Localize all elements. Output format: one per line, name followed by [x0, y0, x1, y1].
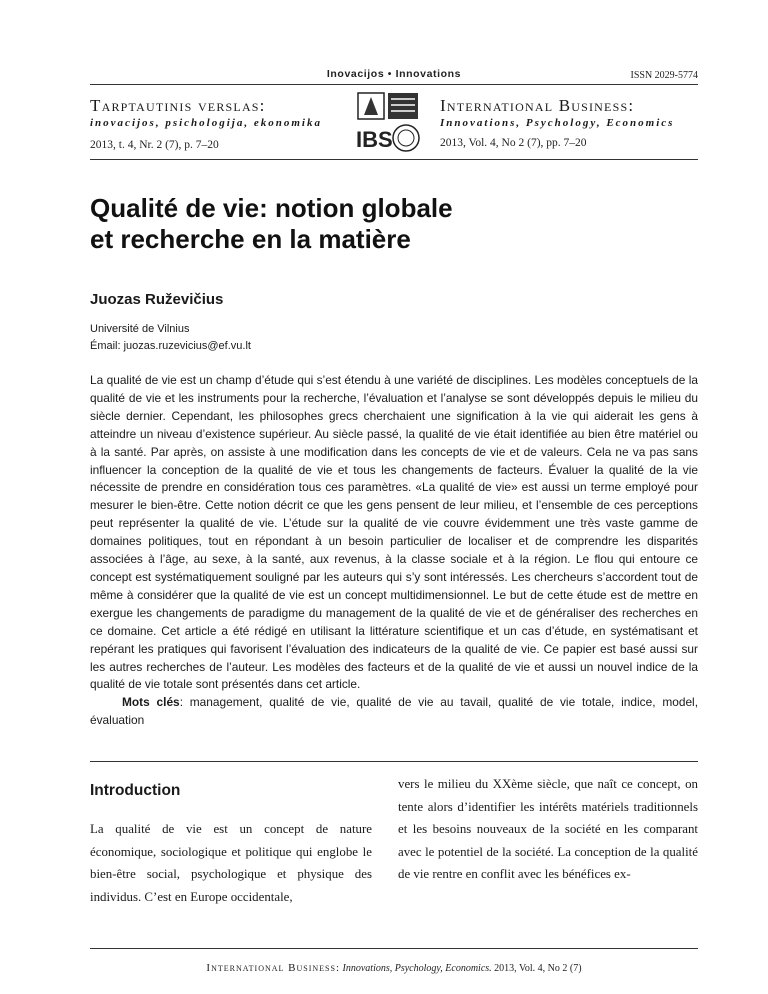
left-issue-info: 2013, t. 4, Nr. 2 (7), p. 7–20: [90, 139, 219, 151]
footer-rule: [90, 948, 698, 949]
right-issue-info: 2013, Vol. 4, No 2 (7), pp. 7–20: [440, 137, 587, 149]
header-rule-top: [90, 84, 698, 85]
keywords-label: Mots clés: [122, 695, 180, 710]
title-line-1: Qualité de vie: notion globale: [90, 193, 453, 223]
issn: ISSN 2029-5774: [630, 70, 698, 81]
left-journal-title: Tarptautinis verslas:: [90, 96, 266, 115]
author-name: Juozas Ruževičius: [90, 291, 224, 308]
header-rule-bottom: [90, 159, 698, 160]
affiliation-university: Université de Vilnius: [90, 323, 190, 335]
abstract-rule: [90, 761, 698, 762]
abstract: [90, 372, 698, 730]
intro-column-right: vers le milieu du XXème siècle, que naît ce concept, on tente alors d’identifier les intérêts matériels traditionnels et les besoins nouveaux de la société en les comparant avec le potentiel de la société. La conception de la qualité de vie rentre en conflit avec les bénéfices ex-: [398, 777, 698, 881]
author-email: Émail: juozas.ruzevicius@ef.vu.lt: [90, 340, 251, 352]
page-footer: [90, 962, 698, 974]
footer-issue: 2013, Vol. 4, No 2 (7): [494, 963, 582, 974]
right-journal-subtitle: Innovations, Psychology, Economics: [440, 117, 675, 129]
left-journal-subtitle: inovacijos, psichologija, ekonomika: [90, 117, 322, 129]
logo-text: IBS: [356, 127, 393, 152]
title-line-2: et recherche en la matière: [90, 224, 411, 254]
intro-column-left: La qualité de vie est un concept de nature économique, sociologique et politique qui englobe le bien-être social, psychologique et physique des individus. C’est en Europe occidentale,: [90, 822, 372, 904]
footer-subtitle: Innovations, Psychology, Economics.: [342, 963, 492, 974]
article-title: [90, 193, 698, 255]
affiliation: [90, 321, 251, 355]
abstract-text: La qualité de vie est un champ d’étude qui s’est étendu à une variété de disciplines. Les modèles conceptuels de la qualité de vie et les instruments pour la recherche, l’évaluation et l’analyse se sont développés depuis le milieu du siècle dernier. Cependant, les philosophes grecs cherchaient une signification à la vie qui aiderait les gens à atteindre un niveau d’existence supérieur. Au siècle passé, la qualité de vie était identifiée au bien être matériel ou à la santé. Par après, on assiste à une modification dans les concepts de vie et de valeurs. Cela ne va pas sans influencer la conception de la qualité de vie et tous les changements de facteurs. Évaluer la qualité de la vie nécessite de prendre en considération tous ces paramètres. «La qualité de vie» est aussi un terme employé pour mesurer le bien-être. Cette notion décrit ce que les gens pensent de leur milieu, et l’ensemble de ces perceptions peut représenter la qualité de vie. L’étude sur la qualité de vie couvre évidemment une très vaste gamme de domaines politiques, tout en répondant à un besoin particulier de localiser et de comprendre les disparités associées à l’âge, au sexe, à la santé, aux revenus, à la classe sociale et à la région. Le flou qui entoure ce concept est systématiquement souligné par les auteurs qui s’y sont intéressés. Les chercheurs s’accordent tout de même à considérer que la qualité de vie est un concept multidimensionnel. Le but de cette étude est de mettre en exergue les changements de paradigme du management de la qualité de vie et de généraliser des recherches en ce domaine. Cet article a été rédigé en utilisant la littérature scientifique et un cas d’étude, en systématisant et repérant les pratiques qui favorisent l’évaluation des indicateurs de la qualité de vie. Ce papier est basé aussi sur les autres recherches de l’auteur. Les modèles des facteurs et de la qualité de vie et aussi un nouvel indice de la qualité de vie totale sont présentés dans cet article.: [90, 373, 698, 692]
introduction-heading: Introduction: [90, 782, 181, 799]
right-journal-title: International Business:: [440, 96, 635, 115]
keywords-list: : management, qualité de vie, qualité de vie au tavail, qualité de vie totale, indice, model, évaluation: [90, 695, 699, 728]
journal-series-label: Inovacijos • Innovations: [326, 68, 462, 80]
footer-journal: International Business:: [206, 962, 341, 974]
journal-logo: [352, 91, 424, 155]
keywords: [90, 694, 698, 730]
